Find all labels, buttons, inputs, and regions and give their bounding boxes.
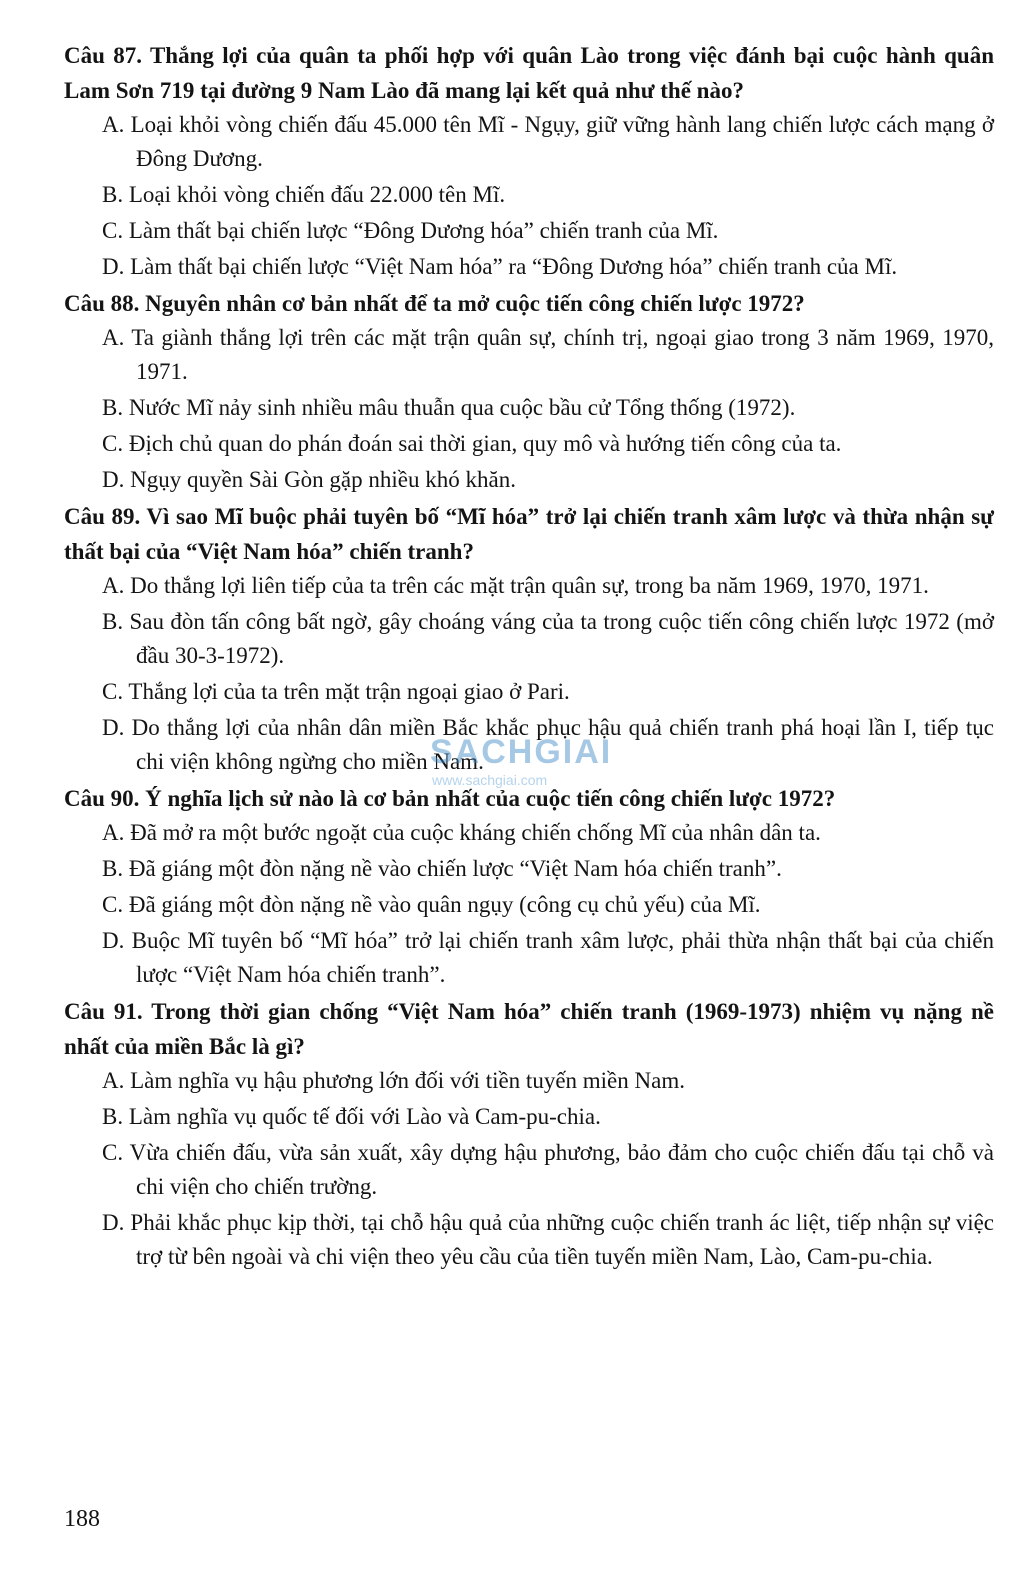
question-87 — [64, 38, 994, 284]
question-text: Câu 90. Ý nghĩa lịch sử nào là cơ bản nhất của cuộc tiến công chiến lược 1972? — [64, 786, 836, 811]
option-a: A. Do thắng lợi liên tiếp của ta trên các mặt trận quân sự, trong ba năm 1969, 1970, 1971. — [102, 573, 929, 598]
option-list — [64, 321, 994, 497]
question-text: Câu 91. Trong thời gian chống “Việt Nam hóa” chiến tranh (1969-1973) nhiệm vụ nặng nề nhất của miền Bắc là gì? — [64, 999, 994, 1059]
option-d: D. Làm thất bại chiến lược “Việt Nam hóa” ra “Đông Dương hóa” chiến tranh của Mĩ. — [102, 254, 898, 279]
option-d: D. Do thắng lợi của nhân dân miền Bắc khắc phục hậu quả chiến tranh phá hoại lần I, tiếp tục chi viện không ngừng cho miền Nam. — [102, 715, 994, 774]
question-text: Câu 87. Thắng lợi của quân ta phối hợp với quân Lào trong việc đánh bại cuộc hành quân Lam Sơn 719 tại đường 9 Nam Lào đã mang lại kết quả như thế nào? — [64, 43, 994, 103]
option-c: C. Vừa chiến đấu, vừa sản xuất, xây dựng hậu phương, bảo đảm cho cuộc chiến đấu tại chỗ và chi viện cho chiến trường. — [102, 1140, 994, 1199]
option-b: B. Đã giáng một đòn nặng nề vào chiến lược “Việt Nam hóa chiến tranh”. — [102, 856, 782, 881]
option-c: C. Đã giáng một đòn nặng nề vào quân ngụy (công cụ chủ yếu) của Mĩ. — [102, 892, 761, 917]
option-list — [64, 569, 994, 779]
option-d: D. Buộc Mĩ tuyên bố “Mĩ hóa” trở lại chiến tranh xâm lược, phải thừa nhận thất bại của chiến lược “Việt Nam hóa chiến tranh”. — [102, 928, 994, 987]
option-c: C. Địch chủ quan do phán đoán sai thời gian, quy mô và hướng tiến công của ta. — [102, 431, 842, 456]
option-a: A. Đã mở ra một bước ngoặt của cuộc kháng chiến chống Mĩ của nhân dân ta. — [102, 820, 821, 845]
watermark-logo: SACHGIAI — [430, 733, 613, 771]
question-91 — [64, 994, 994, 1274]
option-list — [64, 1064, 994, 1274]
question-88 — [64, 286, 994, 497]
option-a: A. Ta giành thắng lợi trên các mặt trận quân sự, chính trị, ngoại giao trong 3 năm 1969, 1970, 1971. — [102, 325, 994, 384]
option-list — [64, 816, 994, 992]
option-c: C. Làm thất bại chiến lược “Đông Dương hóa” chiến tranh của Mĩ. — [102, 218, 719, 243]
option-list — [64, 108, 994, 284]
page-content — [64, 38, 994, 1276]
option-b: B. Làm nghĩa vụ quốc tế đối với Lào và Cam-pu-chia. — [102, 1104, 601, 1129]
option-c: C. Thắng lợi của ta trên mặt trận ngoại giao ở Pari. — [102, 679, 570, 704]
question-text: Câu 89. Vì sao Mĩ buộc phải tuyên bố “Mĩ hóa” trở lại chiến tranh xâm lược và thừa nhận sự thất bại của “Việt Nam hóa” chiến tranh? — [64, 504, 994, 564]
question-text: Câu 88. Nguyên nhân cơ bản nhất để ta mở cuộc tiến công chiến lược 1972? — [64, 291, 805, 316]
option-d: D. Phải khắc phục kịp thời, tại chỗ hậu quả của những cuộc chiến tranh ác liệt, tiếp nhận sự việc trợ từ bên ngoài và chi viện theo yêu cầu của tiền tuyến miền Nam, Lào, Cam-pu-chia. — [102, 1210, 994, 1269]
option-a: A. Loại khỏi vòng chiến đấu 45.000 tên Mĩ - Ngụy, giữ vững hành lang chiến lược cách mạng ở Đông Dương. — [102, 112, 994, 171]
option-b: B. Nước Mĩ nảy sinh nhiều mâu thuẫn qua cuộc bầu cử Tổng thống (1972). — [102, 395, 796, 420]
question-90 — [64, 781, 994, 992]
option-b: B. Loại khỏi vòng chiến đấu 22.000 tên Mĩ. — [102, 182, 506, 207]
option-a: A. Làm nghĩa vụ hậu phương lớn đối với tiền tuyến miền Nam. — [102, 1068, 685, 1093]
page-number: 188 — [64, 1506, 100, 1532]
question-89 — [64, 499, 994, 779]
option-d: D. Ngụy quyền Sài Gòn gặp nhiều khó khăn. — [102, 467, 516, 492]
watermark-url: www.sachgiai.com — [432, 772, 548, 788]
option-b: B. Sau đòn tấn công bất ngờ, gây choáng váng của ta trong cuộc tiến công chiến lược 1972 (mở đầu 30-3-1972). — [102, 609, 994, 668]
